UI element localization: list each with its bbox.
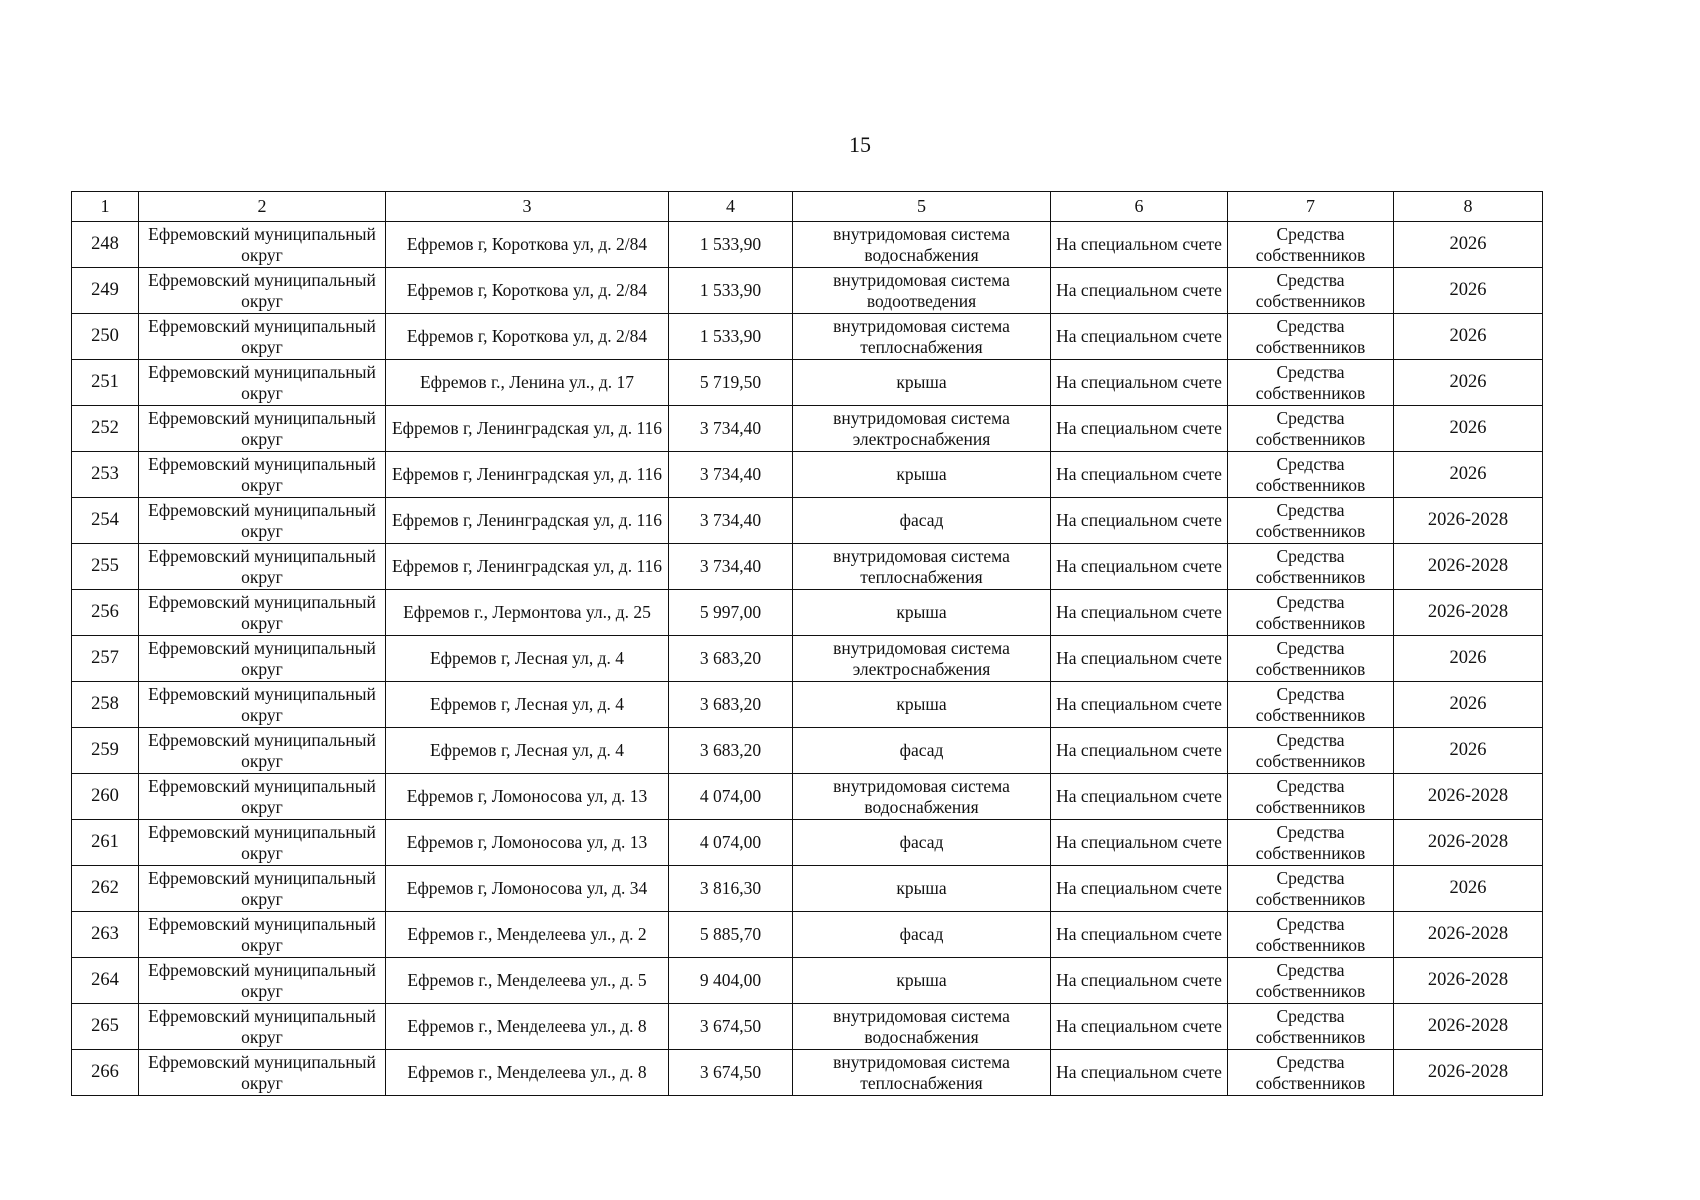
- table-row: [72, 728, 1543, 774]
- cell-fund-account: На специальном счете: [1051, 820, 1228, 866]
- cell-municipality: Ефремовский муниципальный округ: [139, 268, 386, 314]
- table-header: [72, 192, 1543, 222]
- register-table: [71, 191, 1543, 1096]
- cell-municipality: Ефремовский муниципальный округ: [139, 866, 386, 912]
- cell-years: 2026: [1394, 728, 1543, 774]
- header-row: [72, 192, 1543, 222]
- cell-municipality: Ефремовский муниципальный округ: [139, 774, 386, 820]
- cell-row-number: 259: [72, 728, 139, 774]
- cell-years: 2026: [1394, 636, 1543, 682]
- cell-area: 3 683,20: [669, 636, 793, 682]
- cell-fund-account: На специальном счете: [1051, 774, 1228, 820]
- cell-years: 2026-2028: [1394, 912, 1543, 958]
- cell-municipality: Ефремовский муниципальный округ: [139, 820, 386, 866]
- cell-municipality: Ефремовский муниципальный округ: [139, 498, 386, 544]
- cell-area: 3 734,40: [669, 406, 793, 452]
- cell-address: Ефремов г, Ленинградская ул, д. 116: [386, 544, 669, 590]
- cell-fund-account: На специальном счете: [1051, 360, 1228, 406]
- cell-area: 3 816,30: [669, 866, 793, 912]
- cell-funding-source: Средства собственников: [1228, 912, 1394, 958]
- cell-municipality: Ефремовский муниципальный округ: [139, 682, 386, 728]
- cell-fund-account: На специальном счете: [1051, 544, 1228, 590]
- cell-fund-account: На специальном счете: [1051, 728, 1228, 774]
- cell-municipality: Ефремовский муниципальный округ: [139, 406, 386, 452]
- cell-work-type: внутридомовая система водоотведения: [793, 268, 1051, 314]
- cell-work-type: крыша: [793, 452, 1051, 498]
- cell-years: 2026: [1394, 360, 1543, 406]
- cell-address: Ефремов г., Менделеева ул., д. 5: [386, 958, 669, 1004]
- cell-fund-account: На специальном счете: [1051, 866, 1228, 912]
- cell-work-type: фасад: [793, 728, 1051, 774]
- cell-row-number: 251: [72, 360, 139, 406]
- column-header-6: 6: [1051, 192, 1228, 222]
- cell-fund-account: На специальном счете: [1051, 268, 1228, 314]
- cell-address: Ефремов г, Лесная ул, д. 4: [386, 728, 669, 774]
- cell-funding-source: Средства собственников: [1228, 958, 1394, 1004]
- cell-area: 4 074,00: [669, 774, 793, 820]
- cell-area: 5 885,70: [669, 912, 793, 958]
- cell-area: 3 734,40: [669, 498, 793, 544]
- cell-row-number: 264: [72, 958, 139, 1004]
- cell-funding-source: Средства собственников: [1228, 268, 1394, 314]
- table-row: [72, 774, 1543, 820]
- cell-years: 2026-2028: [1394, 1050, 1543, 1096]
- cell-years: 2026: [1394, 406, 1543, 452]
- cell-address: Ефремов г, Ленинградская ул, д. 116: [386, 452, 669, 498]
- cell-municipality: Ефремовский муниципальный округ: [139, 1050, 386, 1096]
- table-row: [72, 268, 1543, 314]
- table-body: [72, 222, 1543, 1096]
- column-header-1: 1: [72, 192, 139, 222]
- cell-funding-source: Средства собственников: [1228, 820, 1394, 866]
- cell-fund-account: На специальном счете: [1051, 222, 1228, 268]
- cell-municipality: Ефремовский муниципальный округ: [139, 544, 386, 590]
- cell-address: Ефремов г., Менделеева ул., д. 8: [386, 1004, 669, 1050]
- table-row: [72, 544, 1543, 590]
- cell-funding-source: Средства собственников: [1228, 360, 1394, 406]
- cell-fund-account: На специальном счете: [1051, 452, 1228, 498]
- cell-address: Ефремов г, Короткова ул, д. 2/84: [386, 314, 669, 360]
- table-row: [72, 912, 1543, 958]
- cell-row-number: 256: [72, 590, 139, 636]
- cell-row-number: 254: [72, 498, 139, 544]
- cell-row-number: 252: [72, 406, 139, 452]
- cell-area: 3 683,20: [669, 682, 793, 728]
- cell-years: 2026: [1394, 452, 1543, 498]
- column-header-4: 4: [669, 192, 793, 222]
- cell-row-number: 249: [72, 268, 139, 314]
- cell-funding-source: Средства собственников: [1228, 406, 1394, 452]
- column-header-2: 2: [139, 192, 386, 222]
- cell-years: 2026-2028: [1394, 820, 1543, 866]
- cell-area: 1 533,90: [669, 268, 793, 314]
- cell-fund-account: На специальном счете: [1051, 682, 1228, 728]
- cell-fund-account: На специальном счете: [1051, 958, 1228, 1004]
- cell-funding-source: Средства собственников: [1228, 774, 1394, 820]
- cell-address: Ефремов г, Ленинградская ул, д. 116: [386, 406, 669, 452]
- table-row: [72, 958, 1543, 1004]
- cell-address: Ефремов г., Лермонтова ул., д. 25: [386, 590, 669, 636]
- cell-work-type: внутридомовая система теплоснабжения: [793, 1050, 1051, 1096]
- column-header-5: 5: [793, 192, 1051, 222]
- cell-address: Ефремов г, Лесная ул, д. 4: [386, 682, 669, 728]
- cell-funding-source: Средства собственников: [1228, 314, 1394, 360]
- table-row: [72, 498, 1543, 544]
- cell-municipality: Ефремовский муниципальный округ: [139, 1004, 386, 1050]
- cell-fund-account: На специальном счете: [1051, 590, 1228, 636]
- cell-area: 3 734,40: [669, 544, 793, 590]
- cell-funding-source: Средства собственников: [1228, 452, 1394, 498]
- cell-row-number: 257: [72, 636, 139, 682]
- cell-row-number: 265: [72, 1004, 139, 1050]
- cell-area: 5 997,00: [669, 590, 793, 636]
- cell-municipality: Ефремовский муниципальный округ: [139, 314, 386, 360]
- cell-work-type: крыша: [793, 590, 1051, 636]
- cell-fund-account: На специальном счете: [1051, 1004, 1228, 1050]
- cell-area: 3 683,20: [669, 728, 793, 774]
- cell-work-type: фасад: [793, 820, 1051, 866]
- table-row: [72, 682, 1543, 728]
- cell-years: 2026-2028: [1394, 774, 1543, 820]
- cell-funding-source: Средства собственников: [1228, 866, 1394, 912]
- cell-municipality: Ефремовский муниципальный округ: [139, 590, 386, 636]
- cell-area: 3 734,40: [669, 452, 793, 498]
- table-row: [72, 1004, 1543, 1050]
- cell-municipality: Ефремовский муниципальный округ: [139, 360, 386, 406]
- cell-years: 2026-2028: [1394, 1004, 1543, 1050]
- cell-row-number: 262: [72, 866, 139, 912]
- cell-municipality: Ефремовский муниципальный округ: [139, 452, 386, 498]
- cell-area: 5 719,50: [669, 360, 793, 406]
- cell-fund-account: На специальном счете: [1051, 912, 1228, 958]
- cell-row-number: 250: [72, 314, 139, 360]
- cell-municipality: Ефремовский муниципальный округ: [139, 728, 386, 774]
- cell-address: Ефремов г, Ломоносова ул, д. 13: [386, 774, 669, 820]
- cell-work-type: крыша: [793, 682, 1051, 728]
- cell-fund-account: На специальном счете: [1051, 314, 1228, 360]
- cell-funding-source: Средства собственников: [1228, 544, 1394, 590]
- cell-work-type: внутридомовая система водоснабжения: [793, 774, 1051, 820]
- cell-funding-source: Средства собственников: [1228, 222, 1394, 268]
- cell-work-type: крыша: [793, 360, 1051, 406]
- cell-years: 2026-2028: [1394, 544, 1543, 590]
- cell-row-number: 261: [72, 820, 139, 866]
- cell-fund-account: На специальном счете: [1051, 636, 1228, 682]
- table-row: [72, 406, 1543, 452]
- cell-area: 3 674,50: [669, 1050, 793, 1096]
- cell-funding-source: Средства собственников: [1228, 590, 1394, 636]
- cell-municipality: Ефремовский муниципальный округ: [139, 912, 386, 958]
- cell-area: 1 533,90: [669, 222, 793, 268]
- cell-work-type: фасад: [793, 912, 1051, 958]
- cell-row-number: 266: [72, 1050, 139, 1096]
- table-row: [72, 636, 1543, 682]
- cell-work-type: крыша: [793, 958, 1051, 1004]
- table-row: [72, 590, 1543, 636]
- cell-work-type: внутридомовая система теплоснабжения: [793, 544, 1051, 590]
- cell-years: 2026-2028: [1394, 590, 1543, 636]
- cell-municipality: Ефремовский муниципальный округ: [139, 636, 386, 682]
- cell-row-number: 255: [72, 544, 139, 590]
- cell-work-type: фасад: [793, 498, 1051, 544]
- cell-funding-source: Средства собственников: [1228, 682, 1394, 728]
- table-row: [72, 820, 1543, 866]
- cell-funding-source: Средства собственников: [1228, 1050, 1394, 1096]
- cell-area: 4 074,00: [669, 820, 793, 866]
- cell-fund-account: На специальном счете: [1051, 1050, 1228, 1096]
- table-row: [72, 314, 1543, 360]
- cell-address: Ефремов г, Ленинградская ул, д. 116: [386, 498, 669, 544]
- table-row: [72, 360, 1543, 406]
- table-row: [72, 1050, 1543, 1096]
- cell-years: 2026: [1394, 682, 1543, 728]
- cell-municipality: Ефремовский муниципальный округ: [139, 222, 386, 268]
- cell-years: 2026: [1394, 222, 1543, 268]
- table-row: [72, 866, 1543, 912]
- cell-years: 2026-2028: [1394, 498, 1543, 544]
- cell-row-number: 248: [72, 222, 139, 268]
- cell-funding-source: Средства собственников: [1228, 498, 1394, 544]
- cell-municipality: Ефремовский муниципальный округ: [139, 958, 386, 1004]
- cell-funding-source: Средства собственников: [1228, 1004, 1394, 1050]
- cell-funding-source: Средства собственников: [1228, 728, 1394, 774]
- page-number: 15: [849, 132, 871, 157]
- cell-work-type: внутридомовая система теплоснабжения: [793, 314, 1051, 360]
- column-header-7: 7: [1228, 192, 1394, 222]
- cell-years: 2026: [1394, 314, 1543, 360]
- cell-years: 2026-2028: [1394, 958, 1543, 1004]
- cell-address: Ефремов г., Ленина ул., д. 17: [386, 360, 669, 406]
- cell-area: 3 674,50: [669, 1004, 793, 1050]
- cell-work-type: внутридомовая система электроснабжения: [793, 636, 1051, 682]
- cell-address: Ефремов г, Лесная ул, д. 4: [386, 636, 669, 682]
- cell-address: Ефремов г, Ломоносова ул, д. 13: [386, 820, 669, 866]
- cell-address: Ефремов г, Короткова ул, д. 2/84: [386, 222, 669, 268]
- cell-years: 2026: [1394, 268, 1543, 314]
- cell-work-type: крыша: [793, 866, 1051, 912]
- cell-address: Ефремов г., Менделеева ул., д. 8: [386, 1050, 669, 1096]
- cell-work-type: внутридомовая система водоснабжения: [793, 1004, 1051, 1050]
- cell-fund-account: На специальном счете: [1051, 498, 1228, 544]
- cell-row-number: 263: [72, 912, 139, 958]
- cell-funding-source: Средства собственников: [1228, 636, 1394, 682]
- cell-work-type: внутридомовая система водоснабжения: [793, 222, 1051, 268]
- cell-address: Ефремов г., Менделеева ул., д. 2: [386, 912, 669, 958]
- cell-address: Ефремов г, Короткова ул, д. 2/84: [386, 268, 669, 314]
- cell-years: 2026: [1394, 866, 1543, 912]
- cell-row-number: 258: [72, 682, 139, 728]
- cell-row-number: 253: [72, 452, 139, 498]
- cell-area: 1 533,90: [669, 314, 793, 360]
- table-row: [72, 452, 1543, 498]
- cell-fund-account: На специальном счете: [1051, 406, 1228, 452]
- cell-row-number: 260: [72, 774, 139, 820]
- table-row: [72, 222, 1543, 268]
- column-header-3: 3: [386, 192, 669, 222]
- cell-area: 9 404,00: [669, 958, 793, 1004]
- column-header-8: 8: [1394, 192, 1543, 222]
- cell-address: Ефремов г, Ломоносова ул, д. 34: [386, 866, 669, 912]
- cell-work-type: внутридомовая система электроснабжения: [793, 406, 1051, 452]
